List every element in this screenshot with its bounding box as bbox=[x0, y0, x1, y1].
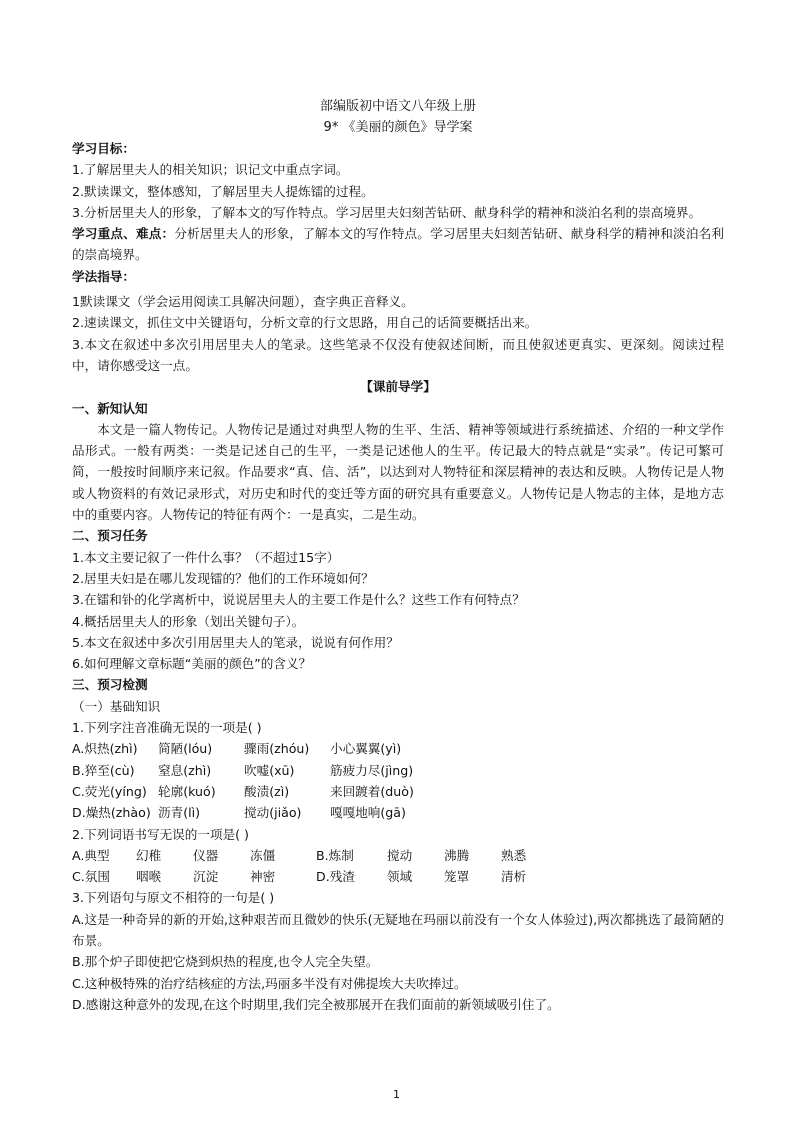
task-item: 6.如何理解文章标题“美丽的颜色”的含义？ bbox=[72, 656, 312, 672]
option-word: 咽喉 bbox=[136, 869, 162, 885]
task-item: 4.概括居里夫人的形象（划出关键句子）。 bbox=[72, 613, 305, 629]
methods-heading: 学法指导： bbox=[72, 268, 135, 284]
option-word: 轮廓(kuó) bbox=[158, 783, 216, 799]
option-word: 搅动 bbox=[387, 847, 413, 863]
option-word: 简陋(lóu) bbox=[158, 741, 213, 757]
option-word: 搅动(jiǎo) bbox=[244, 805, 302, 821]
document-page bbox=[72, 96, 724, 1015]
option-word: 筋疲力尽(jìng) bbox=[330, 762, 414, 778]
objective-item: 2.默读课文，整体感知，了解居里夫人提炼镭的过程。 bbox=[72, 183, 374, 199]
section3-subheading: （一）基础知识 bbox=[72, 698, 161, 714]
question1-option-row bbox=[72, 781, 724, 802]
task-item: 5.本文在叙述中多次引用居里夫人的笔录，说说有何作用？ bbox=[72, 634, 399, 650]
option-word: C.荧光(yíng) bbox=[72, 783, 147, 799]
option-word: 笼罩 bbox=[444, 869, 470, 885]
option-word: 小心翼翼(yì) bbox=[330, 741, 402, 757]
question3-option: C.这种极特殊的治疗结核症的方法,玛丽多半没有对佛提埃大夫吹捧过。 bbox=[72, 975, 467, 991]
option-word: 幻稚 bbox=[136, 847, 162, 863]
option-word: 神密 bbox=[250, 869, 276, 885]
question1-option-row bbox=[72, 738, 724, 759]
question1-option-row bbox=[72, 760, 724, 781]
option-word: B.炼制 bbox=[316, 847, 354, 863]
option-word: D.残渣 bbox=[316, 869, 355, 885]
task-item: 3.在镭和钋的化学离析中，说说居里夫人的主要工作是什么？这些工作有何特点？ bbox=[72, 592, 525, 608]
option-word: 熟悉 bbox=[501, 847, 527, 863]
objective-item: 3.分析居里夫人的形象，了解本文的写作特点。学习居里夫妇刻苦钻研、献身科学的精神和淡泊名利的崇高境界。 bbox=[72, 204, 702, 220]
question2-option-row bbox=[72, 845, 724, 866]
option-word: 沥青(lì) bbox=[158, 805, 201, 821]
question3-stem: 3.下列语句与原文不相符的一句是( ) bbox=[72, 890, 275, 906]
question3-option: B.那个炉子即使把它烧到炽热的程度,也令人完全失望。 bbox=[72, 954, 379, 970]
keypoints-text: 分析居里夫人的形象，了解本文的写作特点。学习居里夫妇刻苦钻研、献身科学的精神和淡泊名利的崇高境界。 bbox=[72, 226, 725, 263]
option-word: 仪器 bbox=[193, 847, 219, 863]
question1-stem: 1.下列字注音准确无误的一项是( ) bbox=[72, 720, 262, 736]
question2-stem: 2.下列词语书写无误的一项是( ) bbox=[72, 826, 249, 842]
section1-text: 本文是一篇人物传记。人物传记是通过对典型人物的生平、生活、精神等领域进行系统描述、介绍的一种文学作品形式。一般有两类：一类是记述自己的生平，一类是记述他人的生平。传记最大的特点就是“实录”。传记可繁可简，一般按时间顺序来记叙。作品要求“真、信、活”，以达到对人物特征和深层精神的表达和反映。人物传记是人物或人物资料的有效记录形式，对历史和时代的变迁等方面的研究具有重要意义。人物传记是人物志的主体，是地方志中的重要内容。人物传记的特征有两个：一是真实，二是生动。 bbox=[72, 421, 724, 523]
option-word: 窒息(zhì) bbox=[158, 762, 212, 778]
task-item: 2.居里夫妇是在哪儿发现镭的？他们的工作环境如何？ bbox=[72, 570, 374, 586]
question3-option: A.这是一种奇异的新的开始,这种艰苦而且微妙的快乐(无疑地在玛丽以前没有一个女人体验过),两次都挑选了最简陋的布景。 bbox=[72, 911, 724, 948]
option-word: 酸渍(zì) bbox=[244, 783, 290, 799]
option-word: 来回踱着(duò) bbox=[330, 783, 414, 799]
option-word: B.猝至(cù) bbox=[72, 762, 135, 778]
method-item: 2.速读课文，抓住文中关键语句，分析文章的行文思路，用自己的话简要概括出来。 bbox=[72, 315, 538, 331]
option-word: 领域 bbox=[387, 869, 413, 885]
question1-option-row bbox=[72, 802, 724, 823]
doc-subtitle: 9* 《美丽的颜色》导学案 bbox=[323, 120, 473, 135]
option-word: 冻僵 bbox=[250, 847, 276, 863]
objectives-heading: 学习目标： bbox=[72, 141, 135, 156]
section3-heading: 三、预习检测 bbox=[72, 677, 148, 693]
objective-item: 1.了解居里夫人的相关知识；识记文中重点字词。 bbox=[72, 162, 349, 178]
option-word: A.炽热(zhì) bbox=[72, 741, 138, 757]
doc-title: 部编版初中语文八年级上册 bbox=[319, 99, 476, 114]
option-word: 吹嘘(xū) bbox=[244, 762, 295, 778]
question3-option: D.感谢这种意外的发现,在这个时期里,我们完全被那展开在我们面前的新领域吸引住了。 bbox=[72, 996, 560, 1012]
method-item: 3.本文在叙述中多次引用居里夫人的笔录。这些笔录不仅没有使叙述间断，而且使叙述更真实、更深刻。阅读过程中，请你感受这一点。 bbox=[72, 336, 724, 373]
option-word: 清析 bbox=[501, 869, 527, 885]
option-word: 嘎嘎地响(gā) bbox=[330, 805, 406, 821]
pre-class-heading: 【课前导学】 bbox=[360, 379, 436, 395]
option-word: C.氛围 bbox=[72, 869, 110, 885]
option-word: 骤雨(zhóu) bbox=[244, 741, 310, 757]
option-word: A.典型 bbox=[72, 847, 110, 863]
page-number: 1 bbox=[393, 1088, 400, 1101]
section2-heading: 二、预习任务 bbox=[72, 528, 148, 544]
keypoints-paragraph bbox=[72, 223, 724, 266]
method-item: 1默读课文（学会运用阅读工具解决问题），查字典正音释义。 bbox=[72, 294, 414, 310]
section1-heading: 一、新知认知 bbox=[72, 400, 148, 416]
option-word: 沉淀 bbox=[193, 869, 219, 885]
keypoints-label: 学习重点、难点： bbox=[72, 226, 175, 242]
task-item: 1.本文主要记叙了一件什么事？（不超过15字） bbox=[72, 549, 340, 565]
option-word: 沸腾 bbox=[444, 847, 470, 863]
question2-option-row bbox=[72, 866, 724, 887]
option-word: D.燥热(zhào) bbox=[72, 805, 151, 821]
